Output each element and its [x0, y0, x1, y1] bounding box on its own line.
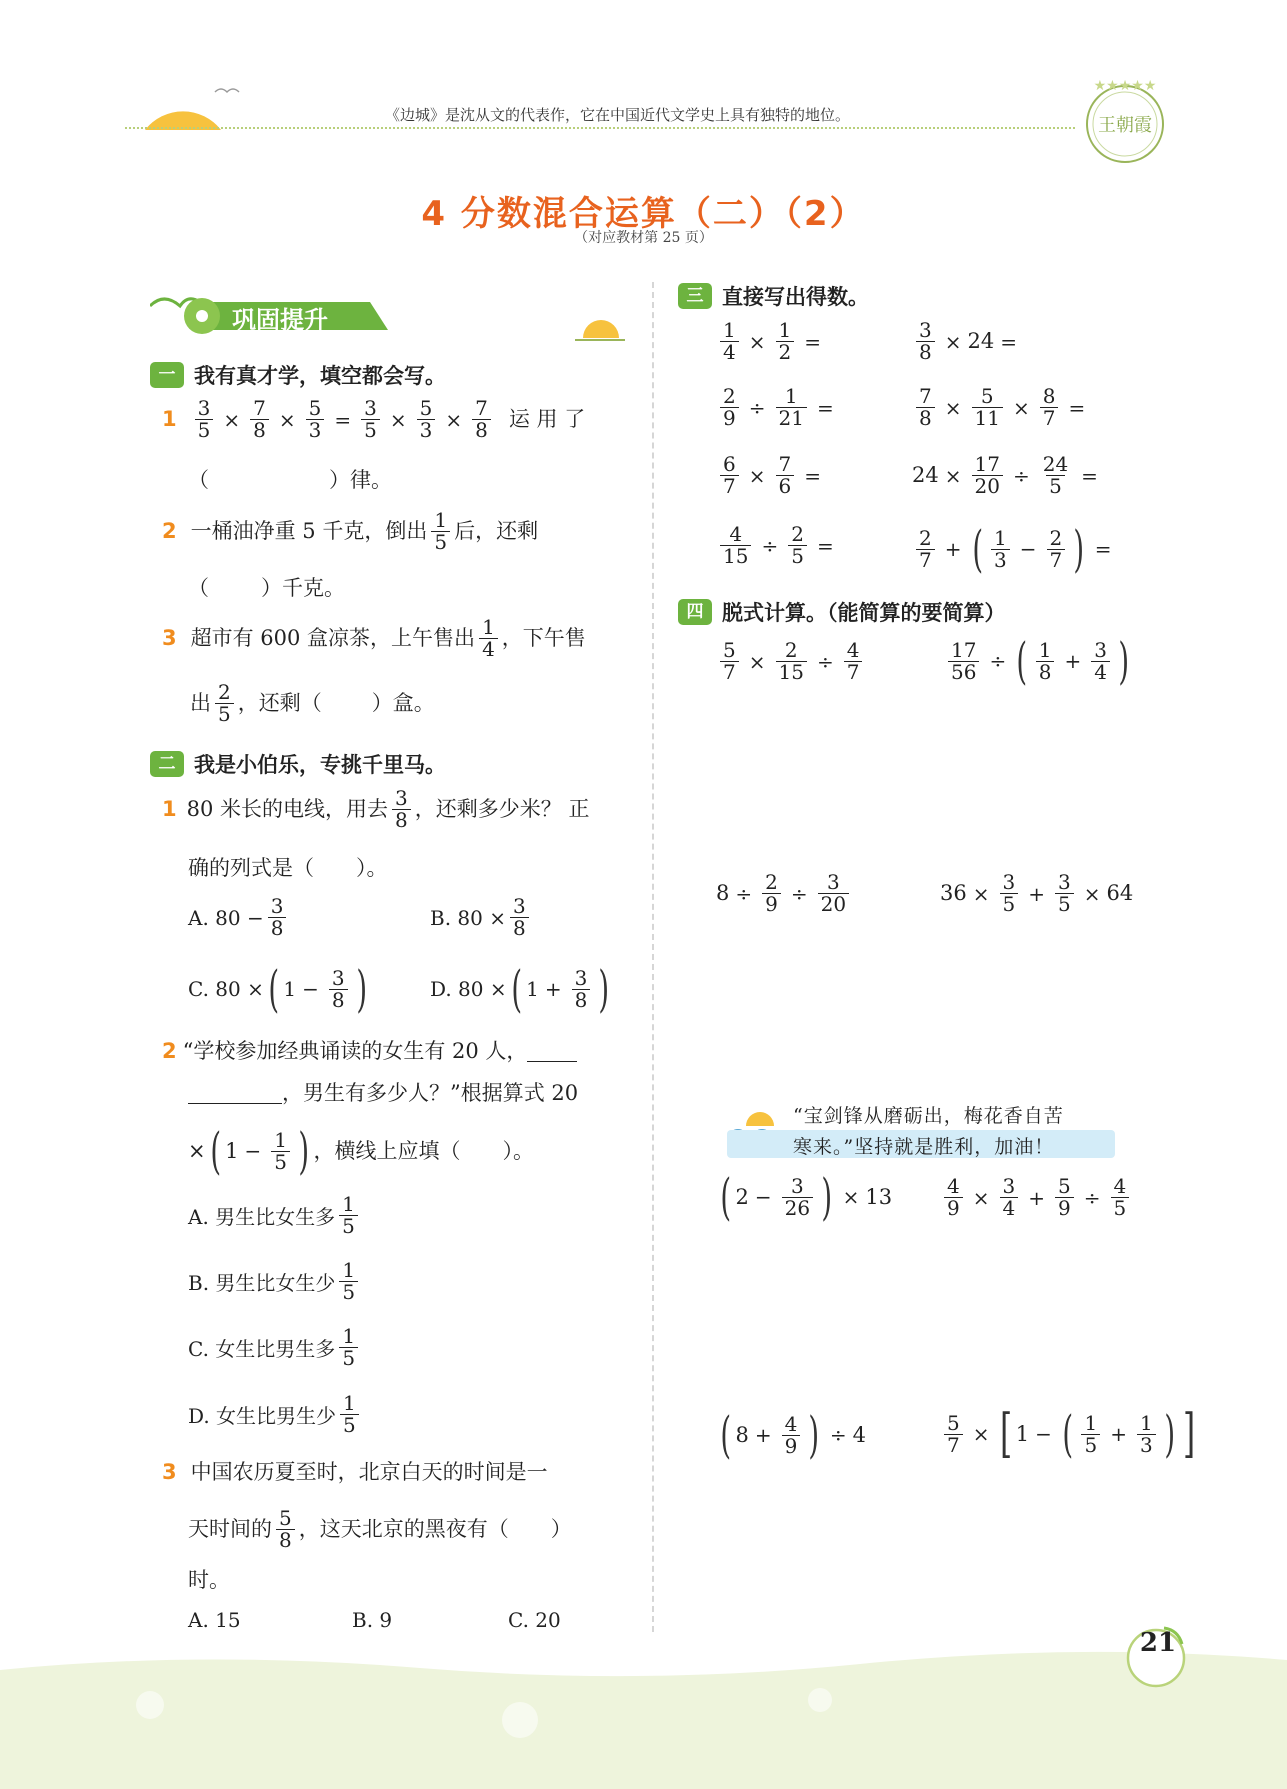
oral-calc-2: $\frac{3}{8}$ × 24 = [912, 320, 1023, 363]
page-title: 4 分数混合运算（二）（2） [421, 194, 866, 234]
fraction: $\frac{7}{8}$ [472, 398, 491, 441]
oral-calc-5: $\frac{6}{7}$ × $\frac{7}{6}$ = [716, 454, 827, 497]
question-text: “学校参加经典诵读的女生有 20 人， [182, 1038, 528, 1063]
sunset-icon [125, 72, 245, 134]
calc-5: ( 2 − $\frac{3}{26}$ ) × 13 [720, 1168, 893, 1226]
section-2-badge: 二 [150, 751, 184, 777]
question-text: ，横线上应填（ ）。 [313, 1138, 535, 1163]
question-text: 中国农历夏至时，北京白天的时间是一 [190, 1460, 548, 1484]
s2-q2-option-b[interactable]: B. 男生比女生少 $\frac{1}{5}$ [188, 1260, 362, 1303]
question-number: 1 [162, 407, 177, 431]
calc-8: $\frac{5}{7}$ × [ 1 − ( $\frac{1}{5}$ + $\frac{1}{3}$ ) ] [940, 1408, 1200, 1460]
section-1-title: 我有真才学，填空都会写。 [194, 364, 446, 388]
s1-q3-line2: 出 $\frac{2}{5}$ ，还剩（ ）盒。 [190, 680, 435, 726]
question-text: 超市有 600 盒凉茶，上午售出 [190, 626, 476, 650]
question-text: ，还剩多少米？ 正 [414, 797, 590, 821]
fraction: $\frac{1}{5}$ [340, 1393, 359, 1436]
header-divider [125, 127, 1075, 129]
fraction: $\frac{3}{8}$ [572, 968, 591, 1011]
calc-2: $\frac{17}{56}$ ÷ ( $\frac{1}{8}$ + $\frac{3}{4}$ ) [944, 636, 1133, 686]
banner-label: 巩固提升 [232, 306, 328, 334]
fraction: $\frac{1}{4}$ [479, 617, 498, 660]
section-3-header [678, 281, 869, 311]
s2-q1-option-b[interactable]: B. 80 × $\frac{3}{8}$ [430, 896, 533, 939]
s1-q1-line2: （ ）律。 [188, 468, 392, 492]
small-sunset-icon [575, 304, 625, 344]
answer-blank[interactable] [527, 1040, 577, 1062]
section-3-title: 直接写出得数。 [722, 285, 869, 309]
s2-q1-option-a[interactable]: A. 80 − $\frac{3}{8}$ [188, 896, 290, 939]
s2-q1 [162, 788, 589, 831]
fraction: $\frac{5}{3}$ [306, 398, 325, 441]
fraction: $\frac{1}{5}$ [339, 1326, 358, 1369]
oral-calc-3: $\frac{2}{9}$ ÷ $\frac{1}{21}$ = [716, 386, 840, 429]
s2-q2 [162, 1040, 577, 1062]
header-quote: 《边城》是沈从文的代表作，它在中国近代文学史上具有独特的地位。 [385, 106, 851, 124]
fraction: $\frac{1}{5}$ [339, 1260, 358, 1303]
tip-line-1: “宝剑锋从磨砺出，梅花香自苦 [793, 1105, 1064, 1127]
calc-4: 36 × $\frac{3}{5}$ + $\frac{3}{5}$ × 64 [940, 870, 1134, 916]
section-1-header [150, 360, 446, 390]
s2-q1-option-d[interactable]: D. 80 × ( 1 + $\frac{3}{8}$ ) [430, 960, 610, 1018]
oral-calc-8: $\frac{2}{7}$ + ( $\frac{1}{3}$ − $\frac{2}{7}$ ) = [912, 524, 1118, 574]
s1-q2 [162, 510, 538, 553]
s2-q2-line3: × ( 1 − $\frac{1}{5}$ ) ，横线上应填（ ）。 [188, 1122, 535, 1180]
calc-3: 8 ÷ $\frac{2}{9}$ ÷ $\frac{3}{20}$ [716, 872, 853, 915]
s1-q3 [162, 617, 586, 660]
page-subtitle: （对应教材第 25 页） [574, 230, 713, 246]
section-3-badge: 三 [678, 283, 712, 309]
fraction: $\frac{5}{8}$ [276, 1508, 295, 1551]
s2-q2-option-d[interactable]: D. 女生比男生少 $\frac{1}{5}$ [188, 1393, 363, 1436]
s2-q3-line2: 天时间的 $\frac{5}{8}$ ，这天北京的黑夜有（ ） [188, 1506, 572, 1552]
fraction: $\frac{3}{5}$ [195, 398, 214, 441]
s2-q3-option-b[interactable]: B. 9 [352, 1608, 393, 1632]
fraction: $\frac{1}{5}$ [271, 1130, 290, 1173]
section-4-title: 脱式计算。（能简算的要简算） [722, 601, 1006, 625]
s2-q2-option-c[interactable]: C. 女生比男生多 $\frac{1}{5}$ [188, 1326, 362, 1369]
question-text: 运 用 了 [508, 407, 586, 431]
question-text: 一桶油净重 5 千克，倒出 [190, 519, 428, 543]
fraction: $\frac{2}{5}$ [215, 682, 234, 725]
question-text: 80 米长的电线，用去 [186, 797, 389, 821]
question-number: 3 [162, 1460, 177, 1484]
s2-q3-option-c[interactable]: C. 20 [508, 1608, 561, 1632]
s2-q3-line3: 时。 [188, 1568, 230, 1592]
question-number: 3 [162, 626, 177, 650]
logo-seal-icon [1080, 74, 1170, 166]
oral-calc-6: 24 × $\frac{17}{20}$ ÷ $\frac{24}{5}$ = [912, 452, 1098, 498]
section-2-header [150, 749, 446, 779]
section-2-title: 我是小伯乐，专挑千里马。 [194, 753, 446, 777]
s2-q3-option-a[interactable]: A. 15 [188, 1608, 241, 1632]
question-text: ，下午售 [501, 626, 586, 650]
oral-calc-7: $\frac{4}{15}$ ÷ $\frac{2}{5}$ = [716, 524, 840, 567]
question-number: 1 [162, 797, 177, 821]
calc-7: ( 8 + $\frac{4}{9}$ ) ÷ 4 [720, 1406, 867, 1464]
oral-calc-4: $\frac{7}{8}$ × $\frac{5}{11}$ × $\frac{8}{7}$ = [912, 386, 1091, 429]
footer-wave [0, 1650, 1287, 1789]
section-4-header [678, 597, 1006, 627]
svg-text:王朝霞: 王朝霞 [1098, 115, 1152, 136]
tip-line-2: 寒来。”坚持就是胜利，加油！ [793, 1136, 1055, 1158]
fraction: $\frac{1}{5}$ [431, 510, 450, 553]
svg-text:★★★★★: ★★★★★ [1093, 78, 1157, 94]
fraction: $\frac{3}{8}$ [510, 896, 529, 939]
answer-blank[interactable] [188, 1082, 282, 1104]
s2-q1-option-c[interactable]: C. 80 × ( 1 − $\frac{3}{8}$ ) [188, 960, 367, 1018]
fraction: $\frac{3}{8}$ [268, 896, 287, 939]
question-text: ，男生有多少人？”根据算式 20 [282, 1080, 579, 1105]
calc-6: $\frac{4}{9}$ × $\frac{3}{4}$ + $\frac{5}{9}$ ÷ $\frac{4}{5}$ [940, 1176, 1133, 1219]
fraction: $\frac{1}{5}$ [339, 1194, 358, 1237]
fraction: $\frac{3}{8}$ [392, 788, 411, 831]
section-1-badge: 一 [150, 362, 184, 388]
s2-q2-line2 [188, 1082, 578, 1104]
question-number: 2 [162, 519, 177, 543]
s2-q1-line2: 确的列式是（ ）。 [188, 856, 388, 880]
fraction: $\frac{7}{8}$ [250, 398, 269, 441]
oral-calc-1: $\frac{1}{4}$ × $\frac{1}{2}$ = [716, 320, 827, 363]
fraction: $\frac{3}{5}$ [361, 398, 380, 441]
fraction: $\frac{5}{3}$ [417, 398, 436, 441]
page-number: 21 [1139, 1628, 1177, 1658]
question-number: 2 [162, 1038, 177, 1063]
calc-1: $\frac{5}{7}$ × $\frac{2}{15}$ ÷ $\frac{4}{7}$ [716, 640, 866, 683]
s1-q2-line2: （ ）千克。 [188, 576, 345, 600]
fraction: $\frac{3}{8}$ [329, 968, 348, 1011]
section-4-badge: 四 [678, 599, 712, 625]
s1-q1: 1 $\frac{3}{5}$ × $\frac{7}{8}$ × $\frac{5}{3}$ = $\frac{3}{5}$ × $\frac{5}{3}$ × $\frac{7}{8}$ 运 用 了 [162, 396, 586, 442]
s2-q2-option-a[interactable]: A. 男生比女生多 $\frac{1}{5}$ [188, 1194, 362, 1237]
question-text: 后，还剩 [454, 519, 539, 543]
column-divider [652, 282, 654, 1632]
s2-q3 [162, 1462, 548, 1483]
